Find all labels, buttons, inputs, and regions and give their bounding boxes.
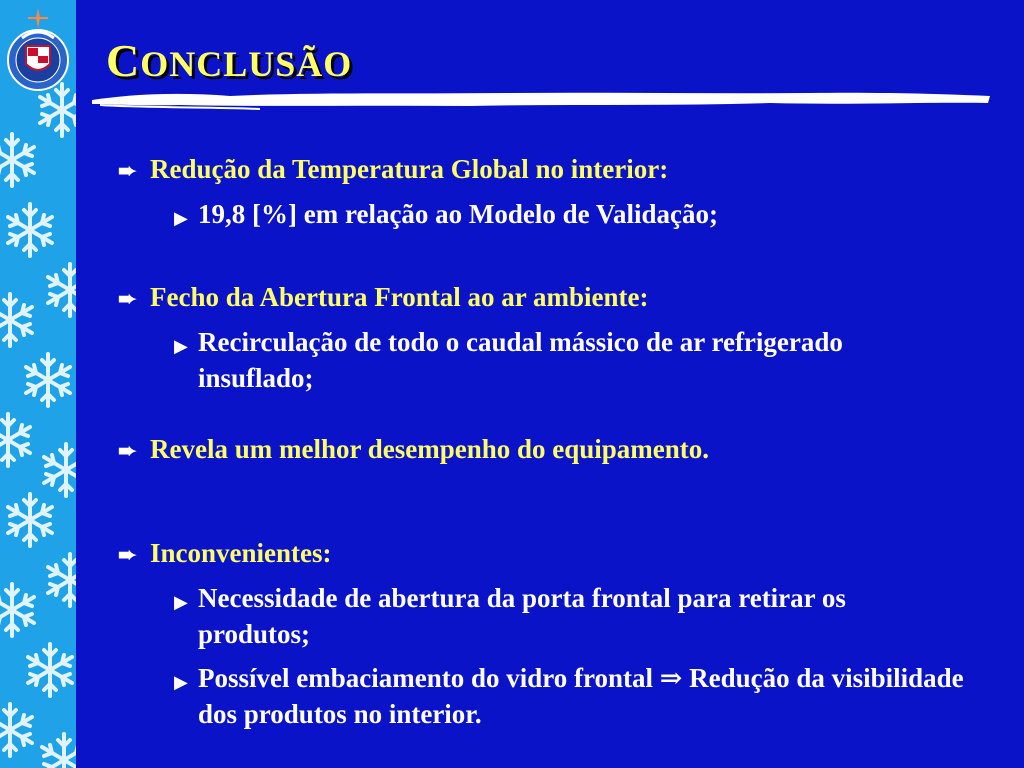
triangle-icon: ▶: [174, 208, 188, 228]
sub-bullet-item: [174, 324, 858, 396]
bullet-item: [118, 282, 648, 314]
snowflake-icon: [0, 84, 76, 768]
bullet-label: Redução da Temperatura Global no interior:: [150, 154, 669, 184]
bullet-item: [118, 154, 668, 186]
title-rest: ONCLUSÃO: [140, 44, 353, 84]
bullet-item: [118, 538, 332, 570]
title-underline: [90, 88, 994, 110]
bullet-item: [118, 434, 709, 466]
page-title: [106, 34, 352, 87]
title-initial: C: [106, 35, 141, 86]
right-arrow-icon: ➨: [118, 542, 137, 567]
right-arrow-icon: ➨: [118, 158, 137, 183]
sub-bullet-text: Necessidade de abertura da porta frontal para retirar os produtos;: [198, 583, 846, 649]
triangle-icon: ▶: [174, 336, 188, 356]
snowflake-pattern: [0, 0, 76, 768]
institution-emblem: [4, 4, 72, 92]
sub-bullet-text: Recirculação de todo o caudal mássico de ar refrigerado insuflado;: [198, 327, 843, 393]
sub-bullet-item: [174, 580, 898, 652]
triangle-icon: ▶: [174, 592, 188, 612]
sub-bullet-item: [174, 196, 958, 232]
triangle-icon: ▶: [174, 672, 188, 692]
sub-bullet-text: Possível embaciamento do vidro frontal ⇒ Redução da visibilidade dos produtos no interior.: [198, 663, 964, 729]
bullet-label: Inconvenientes:: [150, 538, 332, 568]
sub-bullet-text: 19,8 [%] em relação ao Modelo de Validação;: [198, 199, 718, 229]
right-arrow-icon: ➨: [118, 438, 137, 463]
bullet-label: Fecho da Abertura Frontal ao ar ambiente:: [150, 282, 649, 312]
bullet-label: Revela um melhor desempenho do equipamento.: [150, 434, 710, 464]
sub-bullet-item: [174, 660, 988, 732]
right-arrow-icon: ➨: [118, 286, 137, 311]
snowflake-sidebar: [0, 0, 76, 768]
